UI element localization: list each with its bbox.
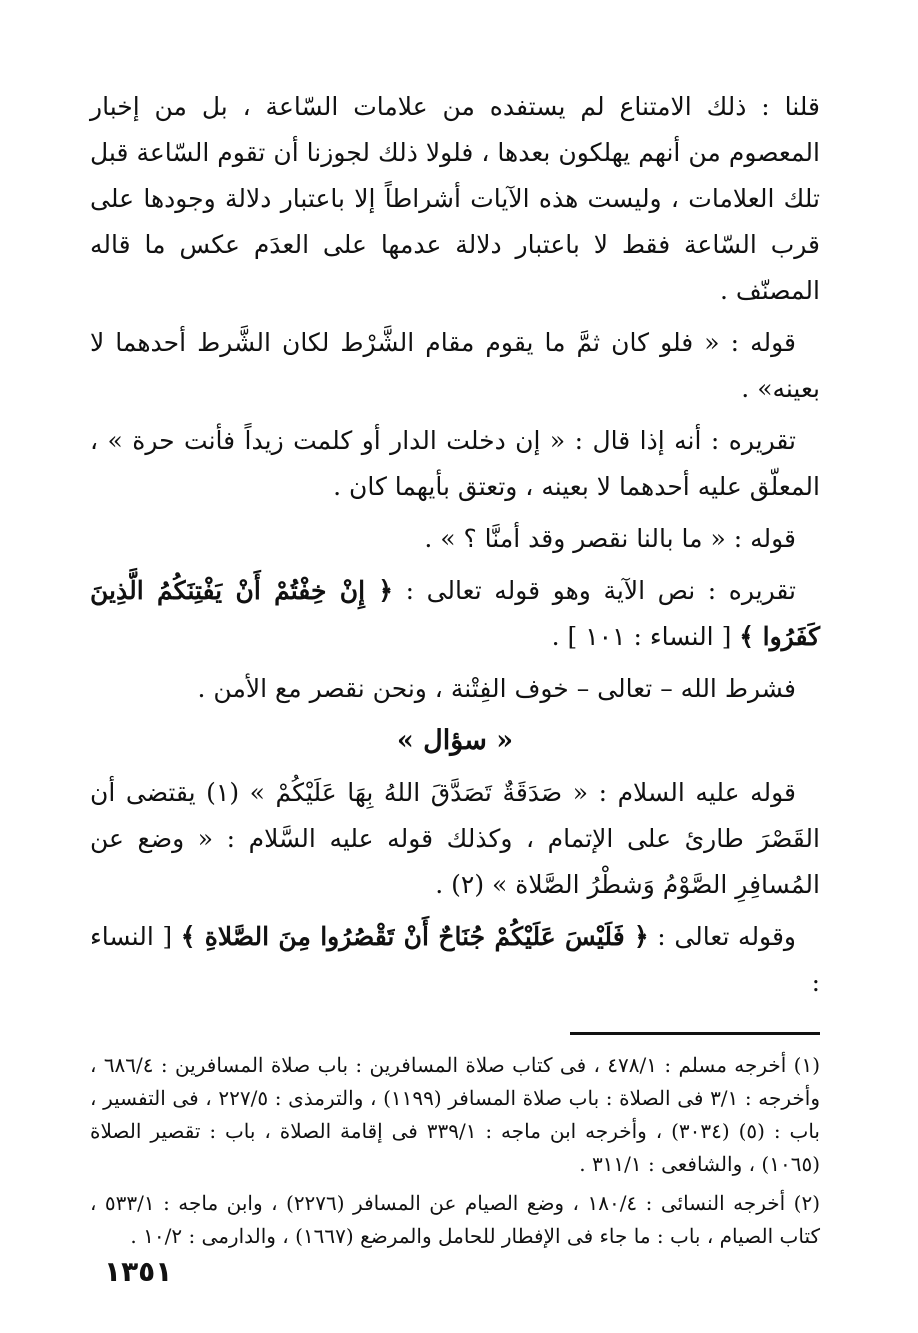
paragraph-3: تقريره : أنه إذا قال : « إن دخلت الدار أو كلمت زيداً فأنت حرة » ، المعلّق عليه أحدهما لا بعينه ، وتعتق بأيهما كان . — [90, 426, 820, 501]
paragraph-5-citation: [ النساء : ١٠١ ] . — [551, 622, 740, 651]
paragraph-7: قوله عليه السلام : « صَدَقَةٌ تَصَدَّقَ اللهُ بِهَا عَلَيْكُمْ » (١) يقتضى أن القَصْرَ طارئ على الإتمام ، وكذلك قوله عليه السَّلام : « وضع عن المُسافِرِ الصَّوْمُ وَشطْرُ الصَّلاة » (٢) . — [90, 778, 820, 899]
paragraph-5 — [90, 568, 820, 660]
paragraph-6: فشرط الله – تعالى – خوف الفِتْنة ، ونحن نقصر مع الأمن . — [197, 674, 796, 703]
footnotes — [90, 1049, 820, 1253]
quran-verse-2: ﴿ فَلَيْسَ عَلَيْكُمْ جُنَاحٌ أَنْ تَقْصُرُوا مِنَ الصَّلاةِ ﴾ — [180, 922, 649, 951]
footnote-2: (٢) أخرجه النسائى : ١٨٠/٤ ، وضع الصيام عن المسافر (٢٢٧٦) ، وابن ماجه : ٥٣٣/١ ، كتاب الصيام ، باب : ما جاء فى الإفطار للحامل والمرضع (١٦٦٧) ، والدارمى : ١٠/٢ . — [90, 1191, 821, 1248]
footnote-1: (١) أخرجه مسلم : ٤٧٨/١ ، فى كتاب صلاة المسافرين : باب صلاة المسافرين : ٦٨٦/٤ ، وأخرجه : ٣/١ فى الصلاة : باب صلاة المسافر (١١٩٩) ، والترمذى : ٢٢٧/٥ ، فى التفسير ، باب : (٥) (٣٠٣٤) ، وأخرجه ابن ماجه : ٣٣٩/١ فى إقامة الصلاة ، باب : تقصير الصلاة (١٠٦٥) ، والشافعى : ٣١١/١ . — [90, 1053, 821, 1176]
main-text — [90, 84, 820, 1006]
page-body — [90, 84, 820, 1253]
paragraph-1: قلنا : ذلك الامتناع لم يستفده من علامات السّاعة ، بل من إخبار المعصوم من أنهم يهلكون بعدها ، فلولا ذلك لجوزنا أن تقوم السّاعة قبل تلك العلامات ، وليست هذه الآيات أشراطاً إلا باعتبار دلالة وجودها على قرب السّاعة فقط لا باعتبار دلالة عدمها على العدَم عكس ما قاله المصنّف . — [90, 92, 820, 305]
paragraph-5-intro: تقريره : نص الآية وهو قوله تعالى : — [393, 576, 797, 605]
paragraph-8 — [90, 914, 820, 1006]
footnote-divider — [570, 1032, 820, 1035]
paragraph-8-citation: [ النساء : — [90, 922, 820, 997]
section-heading: « سؤال » — [396, 725, 514, 756]
paragraph-2: قوله : « فلو كان ثمَّ ما يقوم مقام الشَّرْط لكان الشَّرط أحدهما لا بعينه» . — [90, 328, 820, 403]
page-number: ١٣٥١ — [104, 1255, 173, 1288]
paragraph-8-intro: وقوله تعالى : — [648, 922, 796, 951]
paragraph-4: قوله : « ما بالنا نقصر وقد أمنَّا ؟ » . — [424, 524, 796, 553]
quran-verse-1: ﴿ إِنْ خِفْتُمْ أَنْ يَفْتِنَكُمُ الَّذِينَ كَفَرُوا ﴾ — [90, 576, 820, 651]
